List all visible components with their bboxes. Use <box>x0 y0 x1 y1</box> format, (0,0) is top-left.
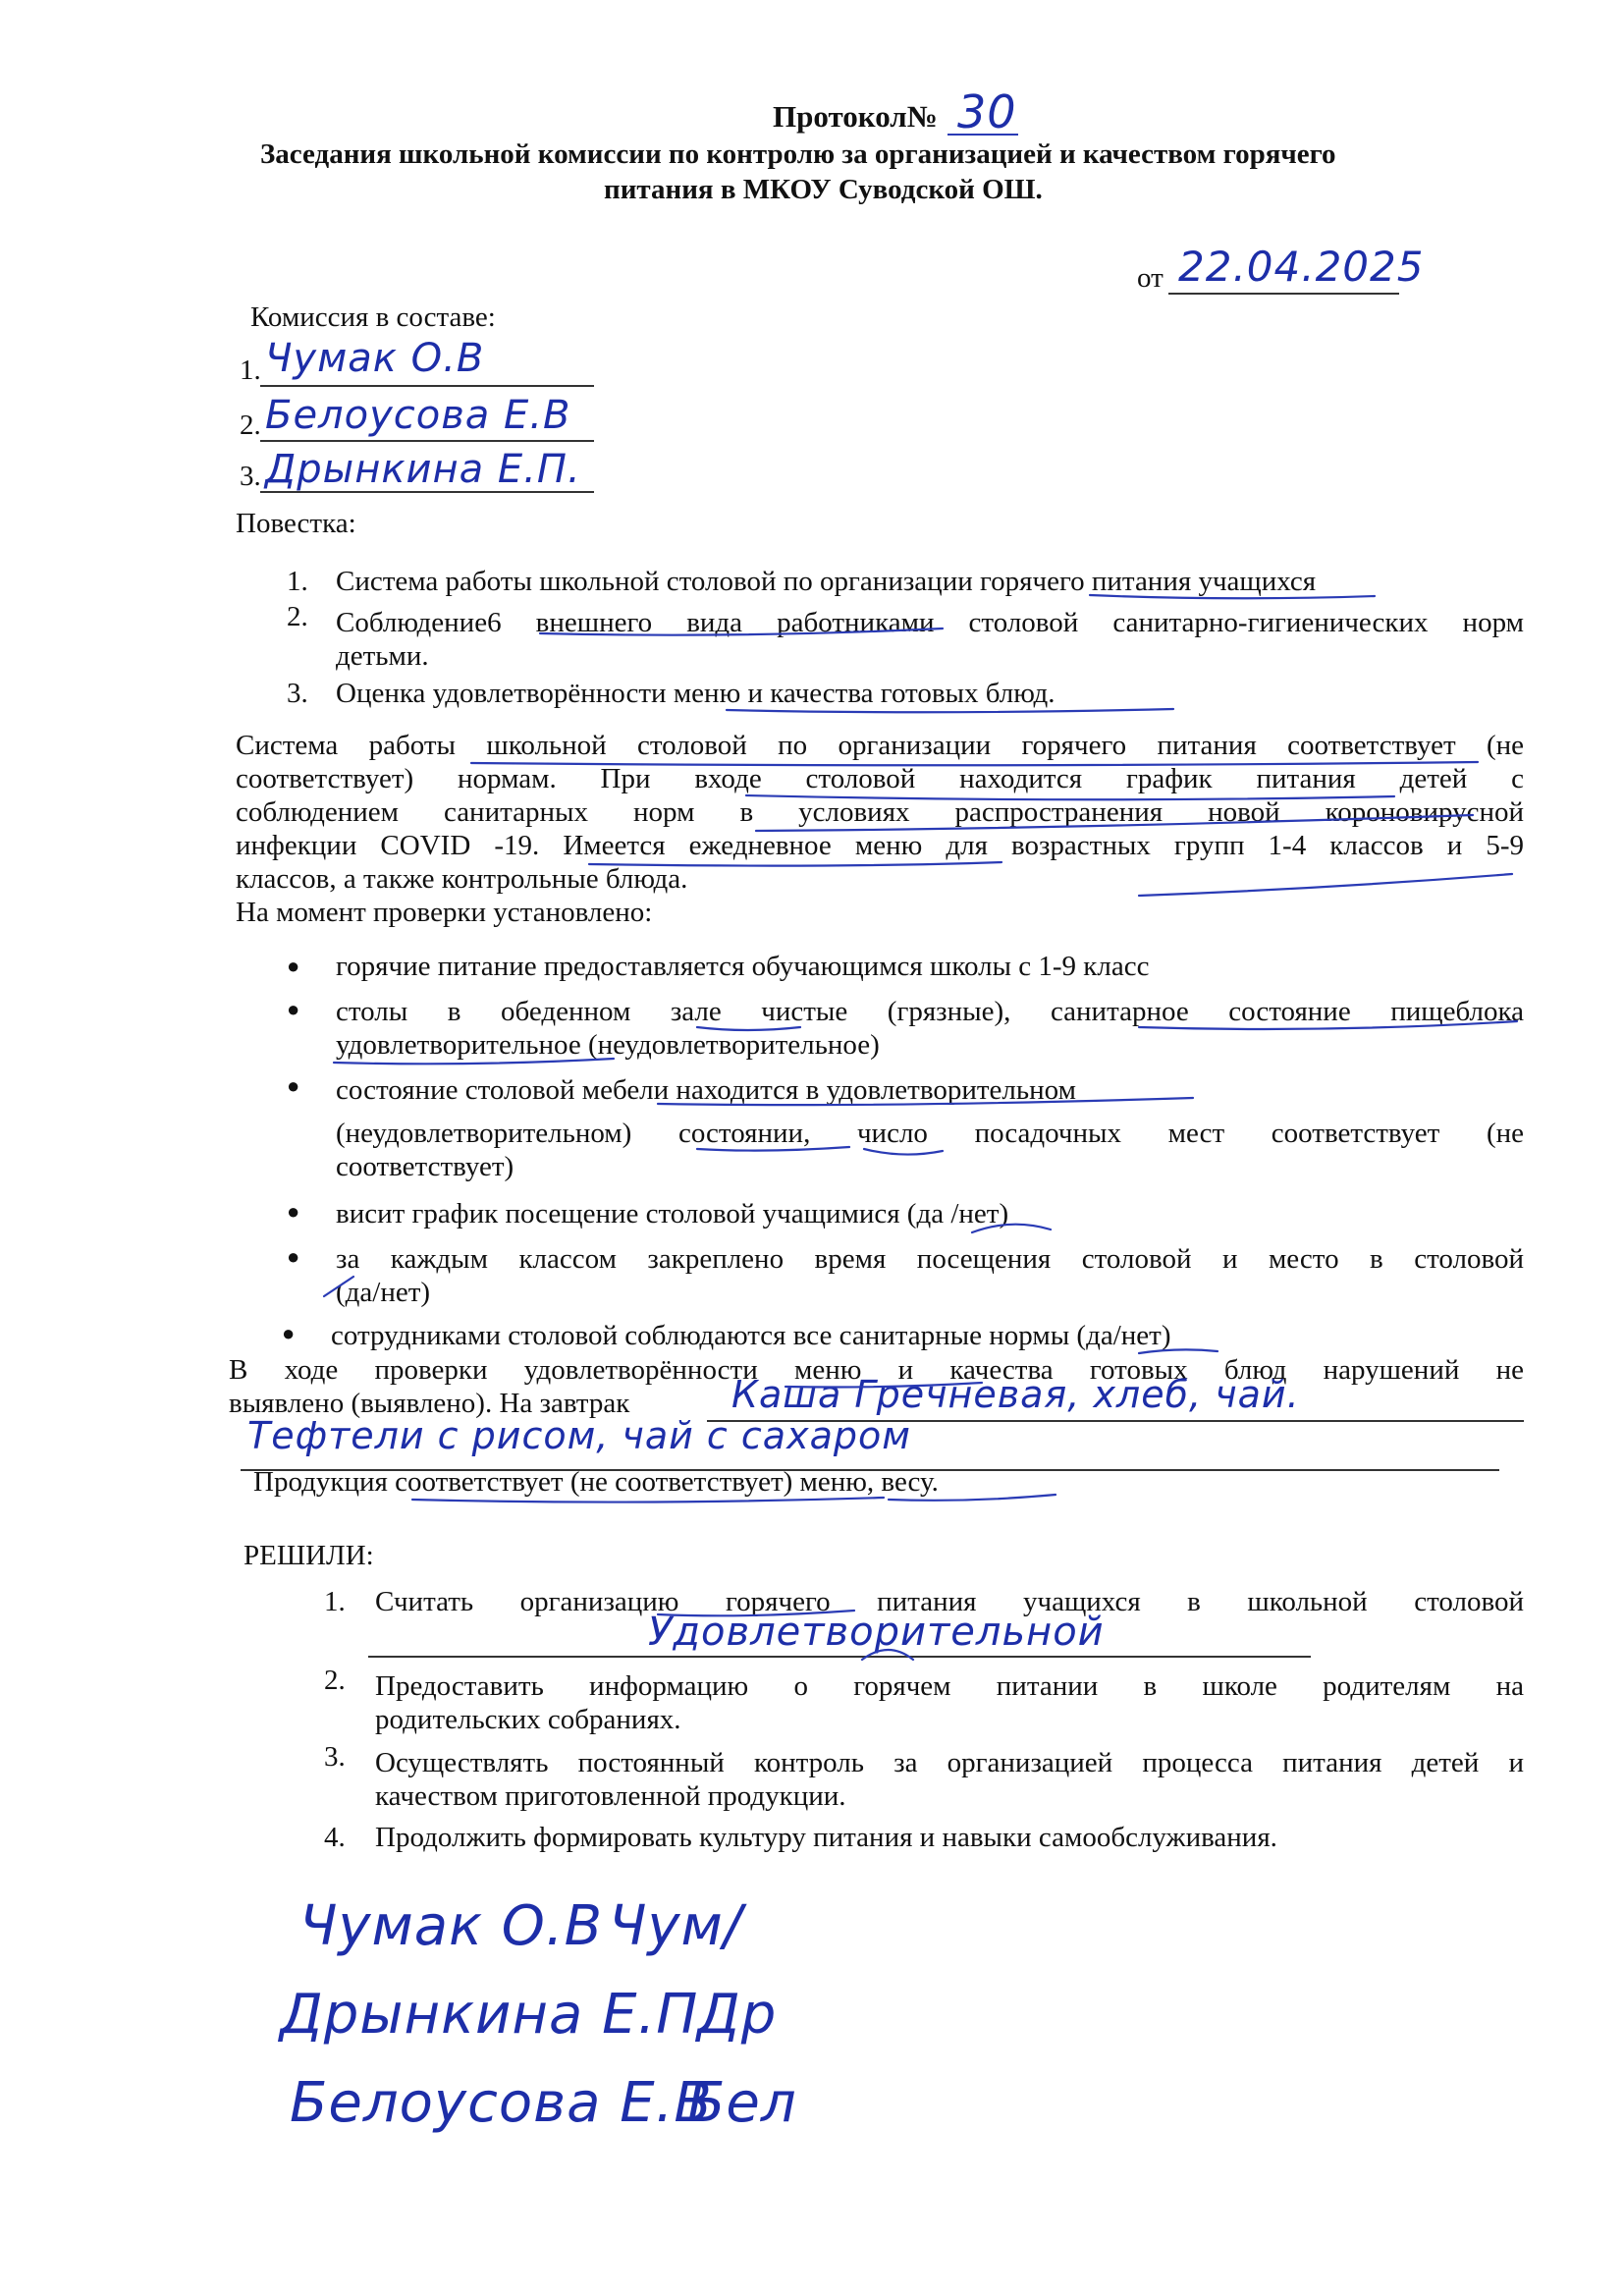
bullet-4-line-1: висит график посещение столовой учащимися (да /нет) <box>336 1198 1009 1229</box>
pen-underline-para1-3 <box>756 815 1473 831</box>
agenda-item-2-cont: детьми. <box>336 640 429 672</box>
bullet-3-line-2: (неудовлетворительном) состоянии, число посадочных мест соответствует (не <box>336 1118 1524 1149</box>
para1-line-4: инфекции COVID -19. Имеется ежедневное меню для возрастных групп 1-4 классов и 5-9 <box>236 830 1524 861</box>
check-label: На момент проверки установлено: <box>236 897 653 928</box>
para1-line-2: соответствует) нормам. При входе столовой находится график питания детей с <box>236 763 1524 794</box>
date-value: 22.04.2025 <box>1178 243 1425 291</box>
bullet-dot: ● <box>287 1199 300 1224</box>
pen-underline-bullet-3c <box>864 1149 943 1155</box>
pen-underline-bullet-3b <box>697 1147 849 1151</box>
agenda-num-1: 1. <box>287 566 308 597</box>
pen-underline-bullet-4 <box>972 1225 1051 1232</box>
signature-name-2: Дрынкина Е.П. <box>280 1983 718 2047</box>
commission-member-name-3: Дрынкина Е.П. <box>265 447 581 492</box>
pen-underline-para1-5 <box>1139 874 1512 896</box>
decision-num-4: 4. <box>324 1822 346 1853</box>
decision-item-1-line-1: Считать организацию горячего питания учащихся в школьной столовой <box>375 1586 1524 1617</box>
decision-item-3-line-1: Осуществлять постоянный контроль за организацией процесса питания детей и <box>375 1747 1524 1778</box>
bullet-2-line-1: столы в обеденном зале чистые (грязные), санитарное состояние пищеблока <box>336 996 1524 1027</box>
commission-member-num-2: 2. <box>240 410 261 441</box>
decision-item-4-line-1: Продолжить формировать культуру питания и навыки самообслуживания. <box>375 1822 1277 1853</box>
protocol-subtitle-1: Заседания школьной комиссии по контролю за организацией и качеством горячего <box>260 138 1336 170</box>
decision-num-2: 2. <box>324 1665 346 1696</box>
pen-underline-para2 <box>785 1383 982 1388</box>
pen-underline-para1-4 <box>589 862 1001 866</box>
para1-line-1: Система работы школьной столовой по организации горячего питания соответствует (не <box>236 730 1524 761</box>
bullet-dot: ● <box>287 1073 300 1098</box>
para1-line-3: соблюдением санитарных норм в условиях распространения новой короновирусной <box>236 796 1524 828</box>
pen-underline-bullet-2c <box>334 1059 614 1064</box>
pen-underline-bullet-6 <box>1139 1349 1218 1353</box>
pen-underline-bullet-5 <box>324 1277 353 1296</box>
bullet-3-line-1: состояние столовой мебели находится в удовлетворительном <box>336 1074 1076 1106</box>
bullet-5-line-2: (да/нет) <box>336 1277 431 1308</box>
bullet-dot: ● <box>282 1321 296 1345</box>
protocol-number: 30 <box>957 85 1017 138</box>
pen-underline-bullet-3a <box>658 1098 1193 1105</box>
para2-line-1: В ходе проверки удовлетворённости меню и качества готовых блюд нарушений не <box>229 1354 1524 1386</box>
agenda-num-3: 3. <box>287 678 308 709</box>
pen-underline-product-1 <box>412 1498 884 1503</box>
pen-underline-agenda-3 <box>727 709 1173 712</box>
protocol-subtitle-2: питания в МКОУ Суводской ОШ. <box>604 174 1043 205</box>
agenda-num-2: 2. <box>287 601 308 632</box>
protocol-title-prefix: Протокол№ <box>773 99 938 134</box>
pen-underline-para1-1 <box>471 762 1478 765</box>
commission-member-name-2: Белоусова Е.В <box>265 393 571 438</box>
signature-mark-3: Бел <box>687 2071 797 2135</box>
pen-underline-para1-2 <box>746 795 1394 799</box>
commission-member-num-3: 3. <box>240 461 261 492</box>
decision-label: РЕШИЛИ: <box>244 1540 374 1571</box>
decision-item-1-handwritten: Удовлетворительной <box>648 1610 1105 1655</box>
pen-underline-agenda-1 <box>1090 595 1375 598</box>
decision-item-2-line-1: Предоставить информацию о горячем питании в школе родителям на <box>375 1670 1524 1702</box>
breakfast-handwritten-2: Тефтели с рисом, чай с сахаром <box>247 1414 911 1457</box>
agenda-label: Повестка: <box>236 508 356 539</box>
product-line: Продукция соответствует (не соответствует) меню, весу. <box>253 1466 939 1498</box>
bullet-1-line-1: горячие питание предоставляется обучающимся школы с 1-9 класс <box>336 951 1150 982</box>
decision-num-1: 1. <box>324 1586 346 1617</box>
decision-num-3: 3. <box>324 1741 346 1773</box>
date-prefix: от <box>1137 262 1164 294</box>
pen-underline-bullet-2a <box>697 1027 800 1030</box>
pen-underline-product-2 <box>889 1495 1056 1501</box>
pen-underline-decision-1 <box>658 1611 854 1615</box>
decision-item-2-line-2: родительских собраниях. <box>375 1704 681 1735</box>
pen-underline-agenda-2 <box>540 628 943 635</box>
bullet-dot: ● <box>287 954 300 978</box>
commission-member-name-1: Чумак О.В <box>265 336 485 381</box>
signature-name-1: Чумак О.В <box>299 1894 604 1958</box>
agenda-item-1: Система работы школьной столовой по организации горячего питания учащихся <box>336 566 1317 597</box>
decision-item-3-line-2: качеством приготовленной продукции. <box>375 1780 846 1812</box>
breakfast-handwritten-1: Каша Гречневая, хлеб, чай. <box>731 1373 1300 1416</box>
commission-label: Комиссия в составе: <box>250 301 496 333</box>
bullet-dot: ● <box>287 1244 300 1269</box>
bullet-5-line-1: за каждым классом закреплено время посещения столовой и место в столовой <box>336 1243 1524 1275</box>
bullet-3-line-3: соответствует) <box>336 1151 514 1182</box>
signature-mark-1: Чум/ <box>609 1894 743 1958</box>
para2-line-2: выявлено (выявлено). На завтрак <box>229 1388 630 1419</box>
agenda-item-2: Соблюдение6 внешнего вида работниками столовой санитарно-гигиенических норм <box>336 607 1524 638</box>
signature-name-3: Белоусова Е.В <box>290 2071 713 2135</box>
para1-line-5: классов, а также контрольные блюда. <box>236 863 688 895</box>
signature-mark-2: Др <box>697 1983 778 2047</box>
pen-underline-bullet-2b <box>1139 1021 1517 1029</box>
bullet-6-line-1: сотрудниками столовой соблюдаются все санитарные нормы (да/нет) <box>331 1320 1171 1351</box>
commission-member-num-1: 1. <box>240 355 261 386</box>
pen-underline-decision-2 <box>862 1650 913 1660</box>
bullet-2-line-2: удовлетворительное (неудовлетворительное) <box>336 1029 880 1061</box>
bullet-dot: ● <box>287 997 300 1021</box>
agenda-item-3: Оценка удовлетворённости меню и качества готовых блюд. <box>336 678 1056 709</box>
